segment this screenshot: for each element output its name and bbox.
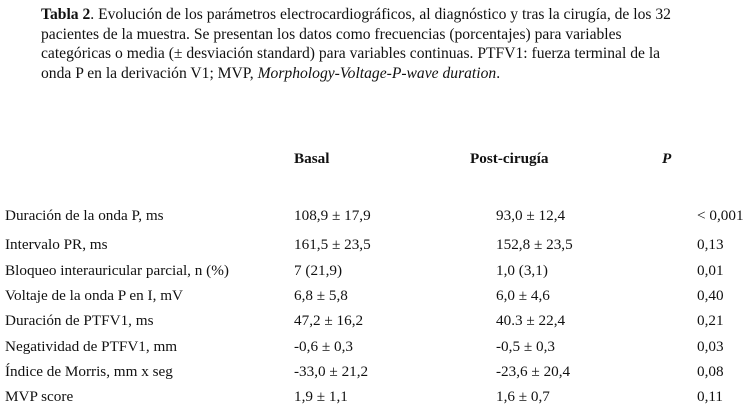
caption-italic: Morphology-Voltage-P-wave duration <box>257 64 497 82</box>
header-p-value: P <box>662 150 672 167</box>
table-row <box>0 338 750 360</box>
header-basal: Basal <box>294 150 330 167</box>
row-basal: 1,9 ± 1,1 <box>294 388 348 405</box>
row-post: 93,0 ± 12,4 <box>496 207 566 224</box>
row-p: 0,11 <box>697 388 724 405</box>
row-basal: 7 (21,9) <box>294 262 343 279</box>
table-row <box>0 287 750 309</box>
table-caption <box>41 5 681 83</box>
table-row <box>0 207 750 229</box>
row-label: Duración de PTFV1, ms <box>5 312 154 329</box>
row-label: Voltaje de la onda P en I, mV <box>5 287 183 304</box>
table-row <box>0 312 750 334</box>
row-post: 1,0 (3,1) <box>496 262 548 279</box>
row-post: 1,6 ± 0,7 <box>496 388 550 405</box>
row-basal: -0,6 ± 0,3 <box>294 338 353 355</box>
table-row <box>0 363 750 385</box>
row-label: Negatividad de PTFV1, mm <box>5 338 178 355</box>
row-p: 0,13 <box>697 236 724 253</box>
row-p: 0,01 <box>697 262 724 279</box>
row-p: 0,08 <box>697 363 724 380</box>
row-post: -23,6 ± 20,4 <box>496 363 571 380</box>
row-p: 0,03 <box>697 338 724 355</box>
row-basal: 6,8 ± 5,8 <box>294 287 348 304</box>
row-basal: 108,9 ± 17,9 <box>294 207 371 224</box>
row-label: Intervalo PR, ms <box>5 236 108 253</box>
row-basal: 161,5 ± 23,5 <box>294 236 371 253</box>
row-post: 6,0 ± 4,6 <box>496 287 550 304</box>
caption-end: . <box>496 64 501 82</box>
row-post: 40.3 ± 22,4 <box>496 312 566 329</box>
row-post: 152,8 ± 23,5 <box>496 236 573 253</box>
table-row <box>0 236 750 258</box>
row-label: MVP score <box>5 388 74 405</box>
row-basal: -33,0 ± 21,2 <box>294 363 369 380</box>
header-post-cirugia: Post-cirugía <box>470 150 549 167</box>
table-row <box>0 388 750 410</box>
table-label: Tabla 2 <box>41 6 91 23</box>
caption-text: . Evolución de los parámetros electrocardiográficos, al diagnóstico y tras la cirugía, de los 32 pacientes de la muestra. Se presentan los datos como frecuencias (porcentajes) para variables categóricas o media (± desviación standard) para variables continuas. PTFV1: fuerza terminal de la onda P en la derivación V1; MVP, <box>41 6 671 82</box>
row-p: < 0,001 <box>697 207 744 224</box>
row-p: 0,40 <box>697 287 724 304</box>
row-basal: 47,2 ± 16,2 <box>294 312 364 329</box>
row-label: Bloqueo interauricular parcial, n (%) <box>5 262 229 279</box>
row-label: Duración de la onda P, ms <box>5 207 164 224</box>
row-p: 0,21 <box>697 312 724 329</box>
row-label: Índice de Morris, mm x seg <box>5 363 173 380</box>
row-post: -0,5 ± 0,3 <box>496 338 555 355</box>
table-row <box>0 262 750 284</box>
